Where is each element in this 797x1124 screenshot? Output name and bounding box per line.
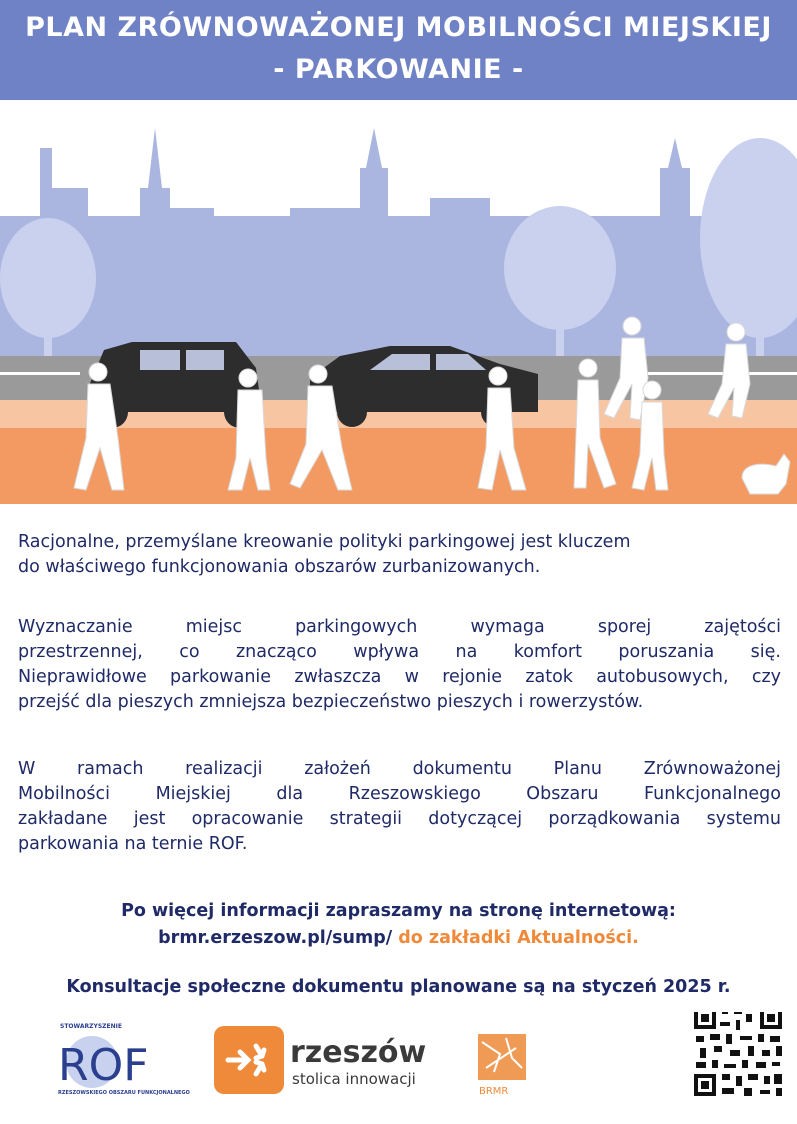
paragraph-2-line-2: przestrzennej, co znacząco wpływa na komfort poruszania się.: [18, 642, 781, 662]
rof-bottom-text: RZESZOWSKIEGO OBSZARU FUNKCJONALNEGO: [58, 1090, 190, 1096]
page-header: [0, 0, 797, 100]
rof-main-text: ROF: [58, 1040, 149, 1091]
city-skyline: [0, 128, 797, 356]
paragraph-1: [18, 530, 781, 580]
qr-code: [693, 1012, 783, 1098]
info-line: Po więcej informacji zapraszamy na stronę internetową:: [121, 901, 676, 921]
news-tab-link[interactable]: do zakładki Aktualności.: [398, 928, 639, 948]
consultation-note: Konsultacje społeczne dokumentu planowane są na styczeń 2025 r.: [66, 977, 731, 997]
info-block: [0, 898, 797, 952]
paragraph-2-line-1: Wyznaczanie miejsc parkingowych wymaga sporej zajętości: [18, 617, 781, 637]
page-subtitle: - PARKOWANIE -: [273, 54, 524, 85]
brmr-text: BRMR: [479, 1086, 509, 1097]
brmr-logo: [478, 1034, 526, 1097]
paragraph-1-line-1: Racjonalne, przemyślane kreowanie polityki parkingowej jest kluczem: [18, 532, 631, 552]
page-title: PLAN ZRÓWNOWAŻONEJ MOBILNOŚCI MIEJSKIEJ: [25, 12, 772, 43]
rof-logo: [58, 1023, 190, 1096]
paragraph-2-line-3: Nieprawidłowe parkowanie zwłaszcza w rejonie zatok autobusowych, czy: [18, 667, 781, 687]
rof-top-text: STOWARZYSZENIE: [60, 1023, 122, 1030]
rzeszow-logo: [214, 1026, 426, 1094]
website-link[interactable]: brmr.erzeszow.pl/sump/: [158, 928, 393, 948]
paragraph-1-line-2: do właściwego funkcjonowania obszarów zurbanizowanych.: [18, 557, 541, 577]
paragraph-2-line-4: przejść dla pieszych zmniejsza bezpieczeństwo pieszych i rowerzystów.: [18, 692, 644, 712]
paragraph-3: [18, 757, 781, 857]
paragraph-3-line-2: Mobilności Miejskiej dla Rzeszowskiego Obszaru Funkcjonalnego: [18, 784, 781, 804]
street-illustration: [0, 128, 797, 504]
paragraph-3-line-1: W ramach realizacji założeń dokumentu Planu Zrównoważonej: [18, 759, 781, 779]
rzeszow-main-text: rzeszów: [290, 1035, 427, 1070]
logos-bar: [0, 1012, 797, 1117]
paragraph-2: [18, 615, 781, 715]
rzeszow-sub-text: stolica innowacji: [292, 1070, 416, 1088]
paragraph-3-line-3: zakładane jest opracowanie strategii dotyczącej porządkowania systemu: [18, 809, 781, 829]
paragraph-3-line-4: parkowania na ternie ROF.: [18, 834, 248, 854]
